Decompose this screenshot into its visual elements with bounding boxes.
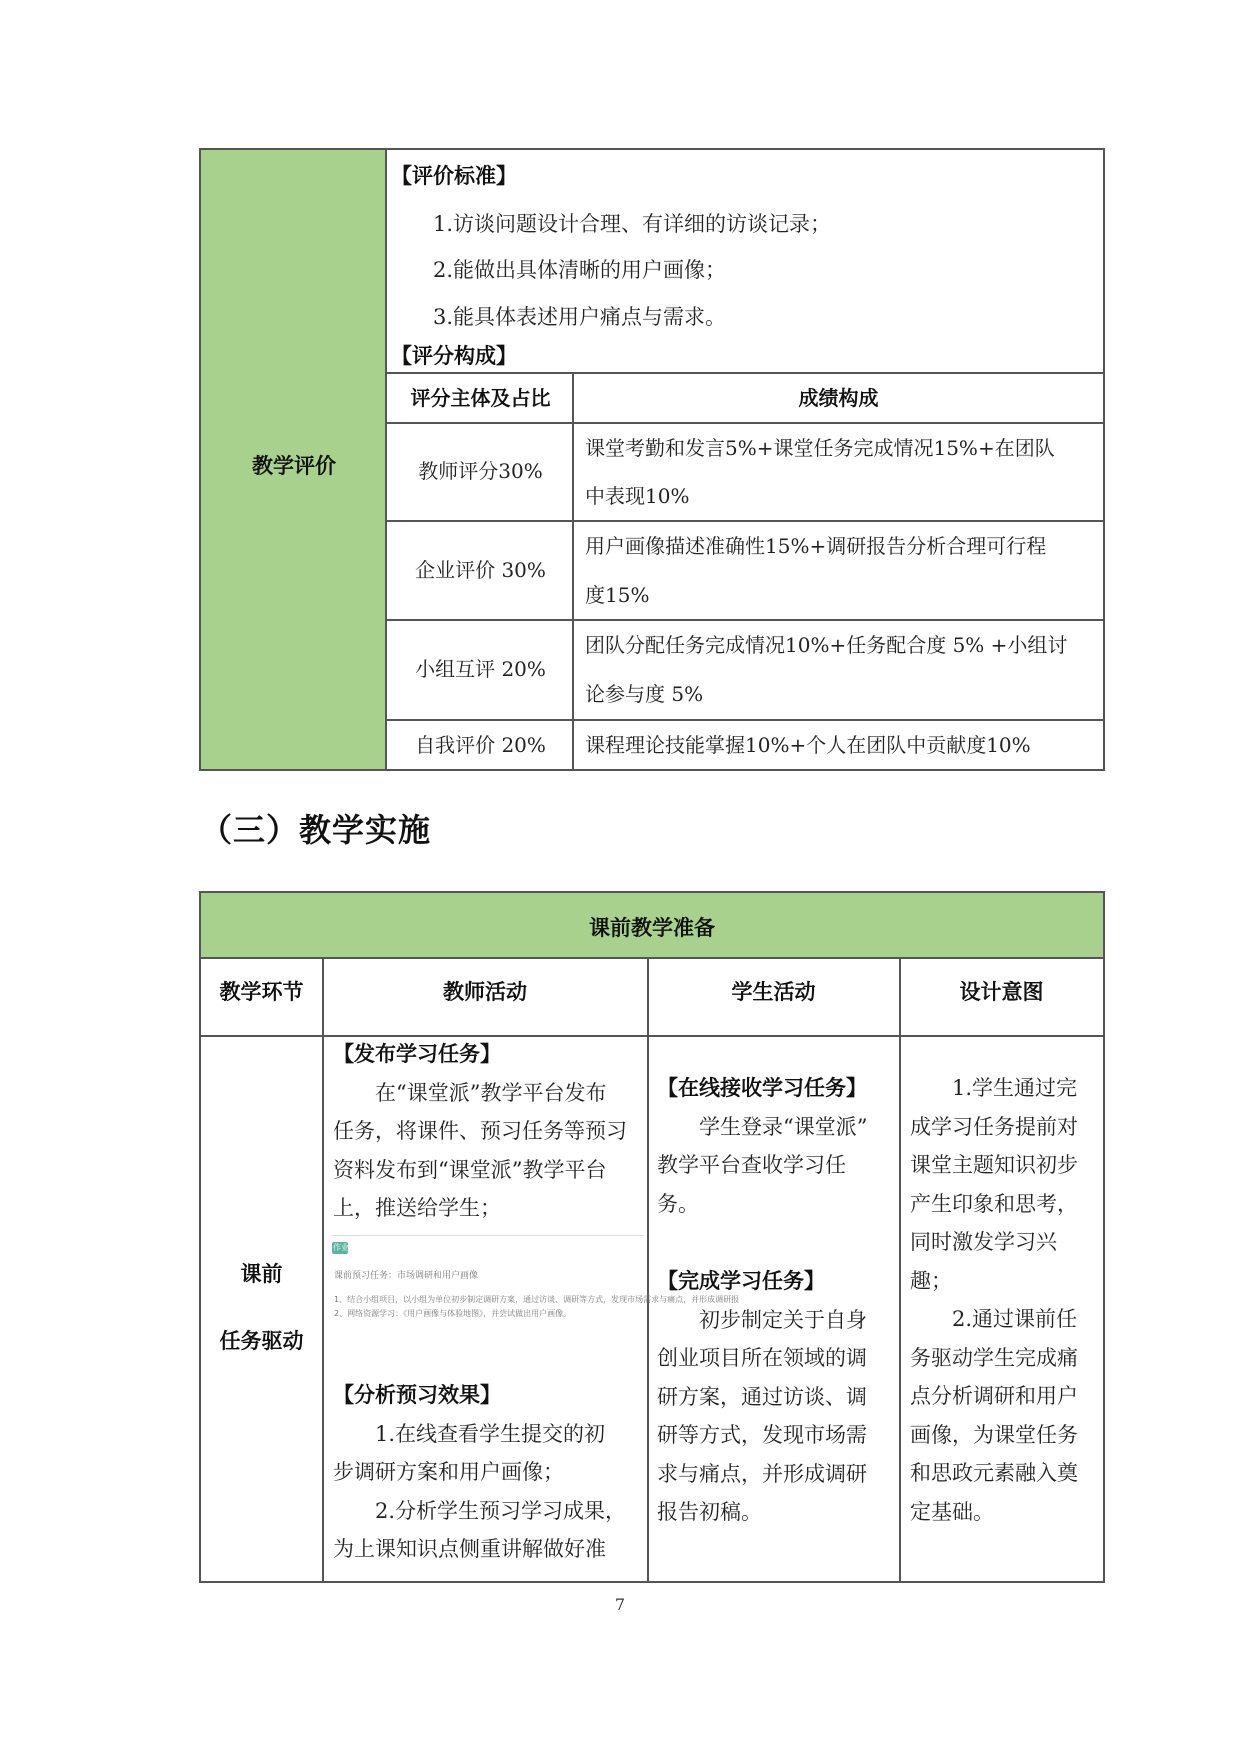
stage-label-2: 任务驱动 — [219, 1329, 304, 1353]
thumb-line: 1、结合小组项目，以小组为单位初步制定调研方案，通过访谈、调研等方式，发现市场需求与痛点，并形成调研报 — [334, 1295, 740, 1304]
teacher-line: 任务，将课件、预习任务等预习 — [333, 1119, 627, 1143]
composition-title: 【评分构成】 — [391, 344, 517, 368]
grid-line — [899, 959, 901, 1581]
intent-line: 成学习任务提前对 — [910, 1114, 1078, 1139]
intent-line: 趣； — [910, 1268, 952, 1293]
section-heading: （三）教学实施 — [200, 811, 432, 849]
row-content-line: 论参与度 5% — [585, 682, 704, 706]
design-intent-block-2 — [910, 1300, 1078, 1531]
header-stage: 教学环节 — [219, 980, 304, 1004]
row-content-line: 用户画像描述准确性15%+调研报告分析合理可行程 — [585, 534, 1047, 558]
header-subject: 评分主体及占比 — [410, 386, 551, 410]
teacher-line: 为上课知识点侧重讲解做好准 — [333, 1537, 606, 1561]
standard-item-1: 1.访谈问题设计合理、有详细的访谈记录； — [433, 212, 832, 236]
student-activity-block-1 — [657, 1069, 867, 1223]
intent-line: 点分析调研和用户 — [910, 1384, 1078, 1408]
header-student-activity: 学生活动 — [731, 980, 816, 1004]
student-title-2: 【完成学习任务】 — [657, 1269, 825, 1293]
student-line: 初步制定关于自身 — [699, 1307, 867, 1332]
intent-line: 1.学生通过完 — [952, 1076, 1078, 1100]
header-design-intent: 设计意图 — [959, 980, 1044, 1004]
teacher-title-1: 【发布学习任务】 — [333, 1042, 501, 1066]
page-number: 7 — [614, 1595, 626, 1614]
teacher-activity-block-1 — [333, 1035, 627, 1228]
student-line: 研方案，通过访谈、调 — [657, 1384, 867, 1409]
teacher-line: 1.在线查看学生提交的初 — [375, 1421, 606, 1446]
row-content-line: 课堂考勤和发言5%+课堂任务完成情况15%+在团队 — [585, 436, 1055, 460]
evaluation-table — [199, 148, 1105, 771]
implementation-title: 课前教学准备 — [589, 916, 715, 940]
student-line: 学生登录“课堂派” — [699, 1114, 868, 1139]
thumb-line: 课前预习任务：市场调研和用户画像 — [334, 1271, 479, 1281]
row-content-line: 团队分配任务完成情况10%+任务配合度 5% +小组讨 — [585, 633, 1068, 657]
row-subject: 自我评价 20% — [415, 733, 546, 757]
evaluation-section-cell — [201, 150, 387, 769]
teacher-line: 2.分析学生预习学习成果， — [375, 1498, 627, 1523]
evaluation-section-label: 教学评价 — [252, 454, 336, 478]
student-line: 务。 — [657, 1191, 699, 1216]
intent-line: 务驱动学生完成痛 — [910, 1345, 1078, 1370]
teacher-title-2: 【分析预习效果】 — [333, 1383, 501, 1407]
row-content-line: 课程理论技能掌握10%+个人在团队中贡献度10% — [585, 733, 1031, 757]
row-subject: 小组互评 20% — [415, 657, 546, 681]
thumb-line: 2、网络资源学习：《用户画像与体验地图》，并尝试做出用户画像。 — [334, 1309, 572, 1318]
student-line: 求与痛点，并形成调研 — [657, 1461, 867, 1486]
student-line: 教学平台查收学习任 — [657, 1153, 846, 1177]
intent-line: 和思政元素融入奠 — [910, 1461, 1078, 1485]
student-activity-block-2 — [657, 1262, 867, 1532]
teacher-line: 步调研方案和用户画像； — [333, 1460, 564, 1484]
stage-label-1: 课前 — [240, 1262, 283, 1286]
intent-line: 同时激发学习兴 — [910, 1230, 1057, 1254]
row-content-line: 度15% — [585, 583, 650, 607]
intent-line: 产生印象和思考， — [910, 1191, 1078, 1216]
platform-screenshot — [332, 1235, 740, 1335]
grid-line — [647, 959, 649, 1581]
row-content-line: 中表现10% — [585, 484, 690, 508]
intent-line: 画像，为课堂任务 — [910, 1422, 1078, 1447]
teacher-line: 资料发布到“课堂派”教学平台 — [333, 1157, 607, 1182]
teacher-line: 在“课堂派”教学平台发布 — [375, 1080, 607, 1105]
grid-line — [322, 959, 324, 1581]
row-subject: 教师评分30% — [418, 459, 543, 483]
task-tag: 作业 — [333, 1243, 349, 1252]
student-line: 研等方式，发现市场需 — [657, 1423, 867, 1447]
design-intent-block-1 — [910, 1069, 1078, 1300]
student-line: 创业项目所在领域的调 — [657, 1346, 867, 1370]
standard-item-2: 2.能做出具体清晰的用户画像； — [433, 258, 727, 282]
intent-line: 定基础。 — [910, 1499, 994, 1524]
standards-title: 【评价标准】 — [391, 164, 517, 188]
student-title-1: 【在线接收学习任务】 — [657, 1076, 867, 1100]
standard-item-3: 3.能具体表述用户痛点与需求。 — [433, 305, 727, 329]
header-teacher-activity: 教师活动 — [443, 980, 527, 1004]
grid-line — [572, 372, 574, 769]
intent-line: 课堂主题知识初步 — [910, 1153, 1078, 1177]
student-line: 报告初稿。 — [657, 1500, 762, 1524]
intent-line: 2.通过课前任 — [952, 1307, 1078, 1331]
teacher-line: 上，推送给学生； — [333, 1196, 501, 1220]
teacher-activity-block-2 — [333, 1376, 626, 1569]
header-composition: 成绩构成 — [798, 386, 879, 410]
implementation-title-row — [201, 893, 1103, 959]
row-subject: 企业评价 30% — [415, 558, 546, 582]
